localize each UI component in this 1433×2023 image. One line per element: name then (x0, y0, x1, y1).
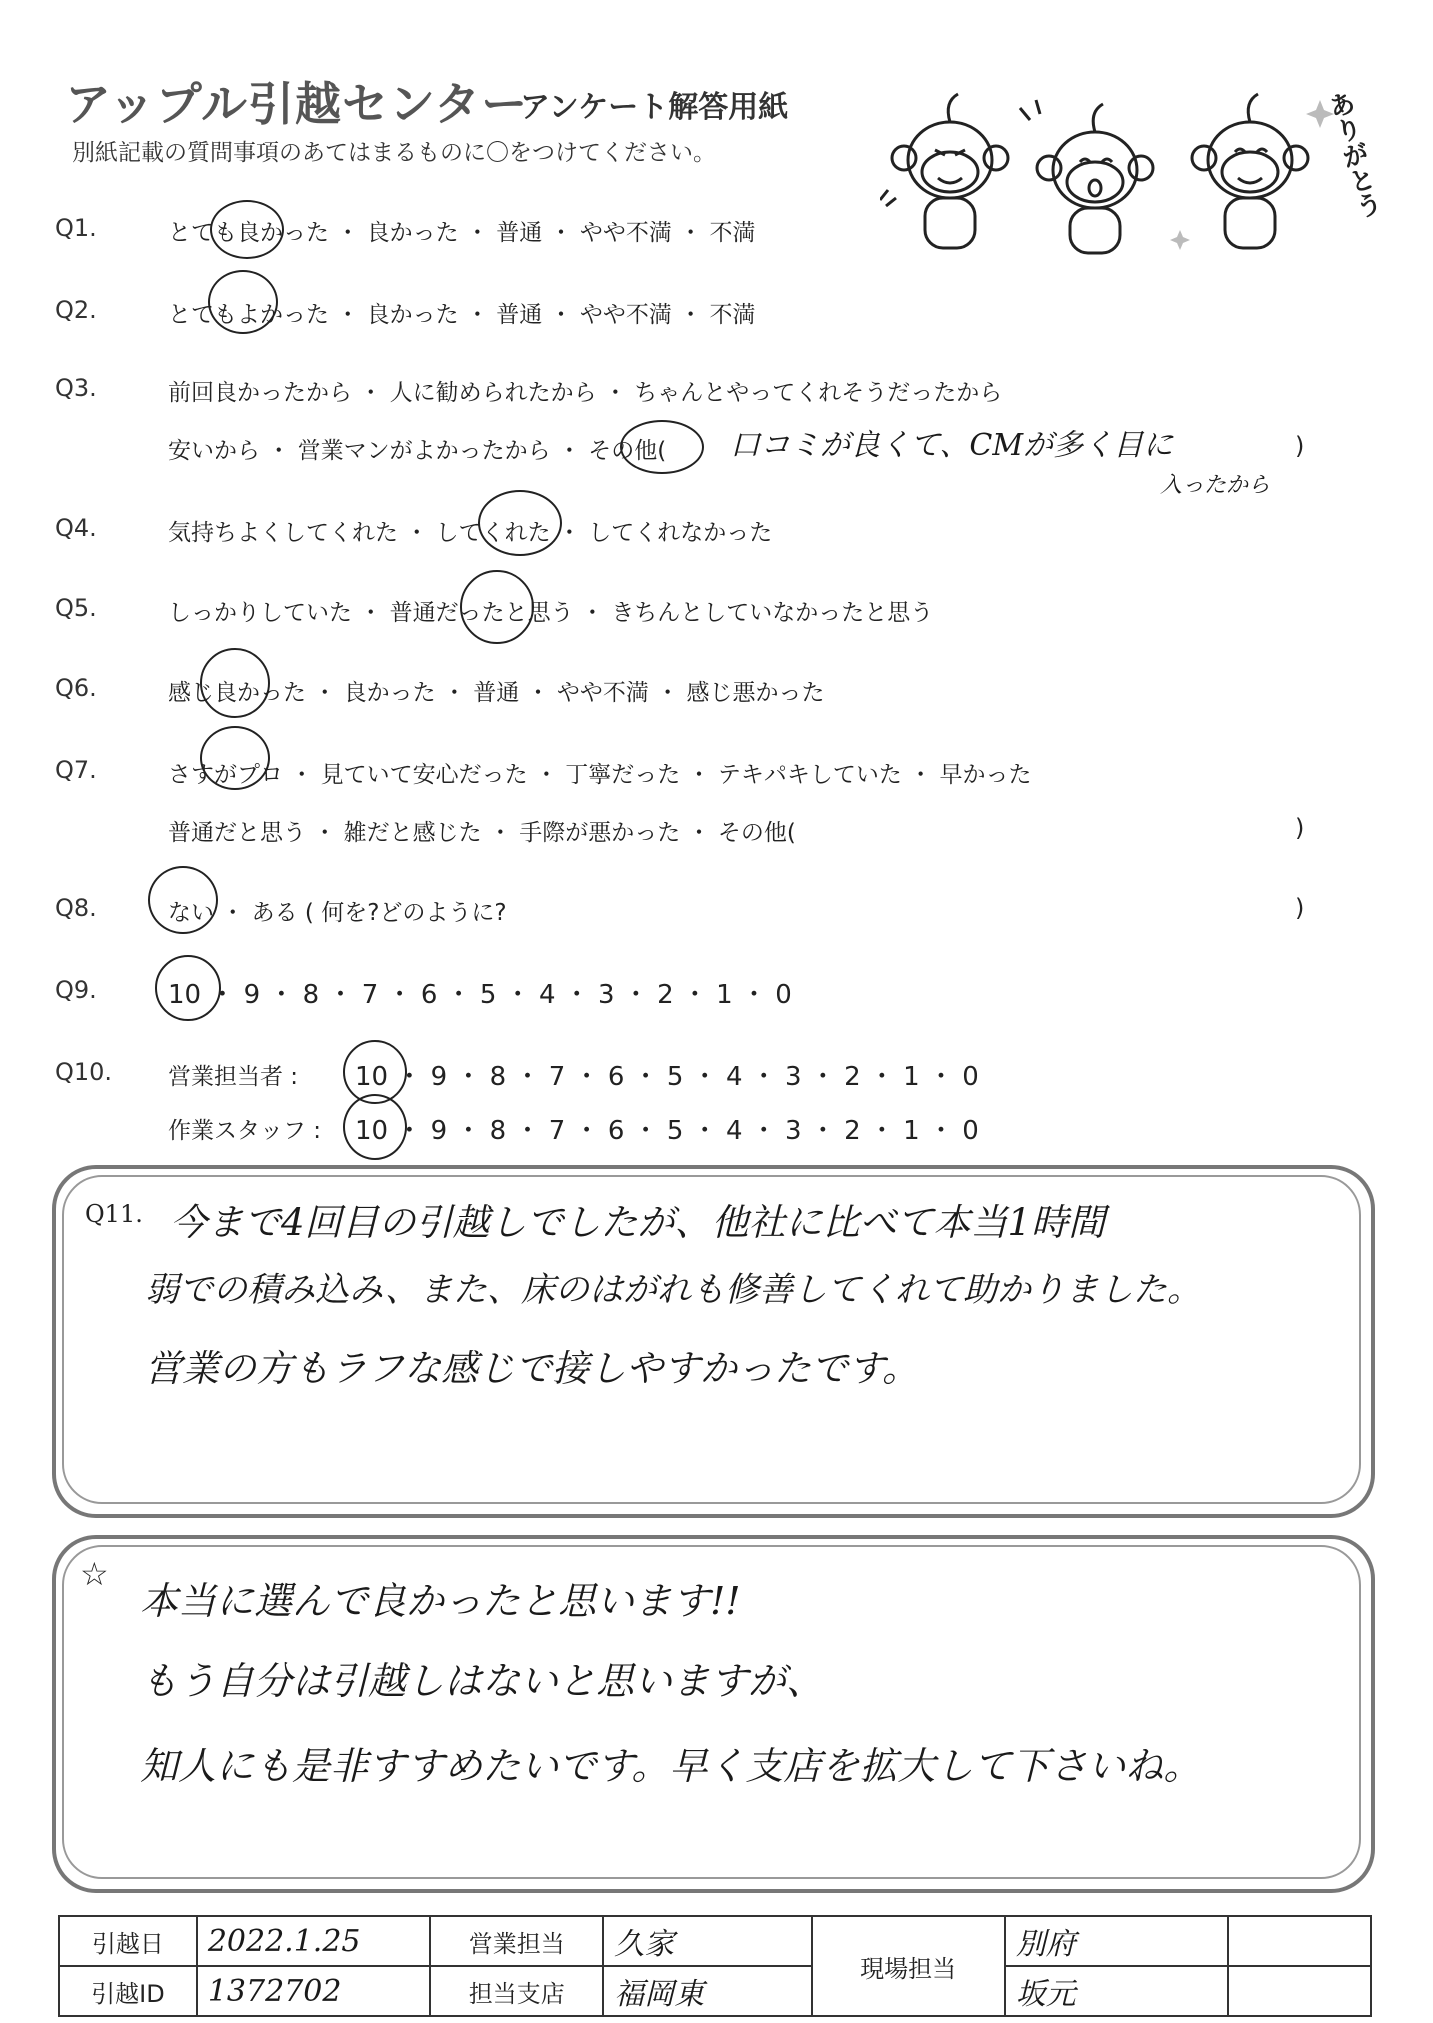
q10-staff-label: 作業スタッフ : (168, 1118, 322, 1144)
star-icon: ☆ (80, 1555, 109, 1593)
q7-options-line2: 普通だと思う ・ 雑だと感じた ・ 手際が悪かった ・ その他( (168, 820, 796, 846)
q4-label: Q4. (55, 514, 97, 542)
q7-label: Q7. (55, 756, 97, 784)
q7-selection-circle (200, 726, 270, 790)
company-name: アップル引越センター (65, 77, 529, 131)
q10-sales-label: 営業担当者 : (168, 1064, 299, 1090)
sales-rep-value: 久家 (603, 1916, 811, 1966)
q10-staff-scale: 10 ・ 9 ・ 8 ・ 7 ・ 6 ・ 5 ・ 4 ・ 3 ・ 2 ・ 1 ・ 0 (355, 1116, 979, 1146)
q8-close-paren: ) (1295, 894, 1305, 922)
q9-label: Q9. (55, 976, 97, 1004)
q6-options: 感じ良かった ・ 良かった ・ 普通 ・ やや不満 ・ 感じ悪かった (168, 680, 825, 706)
q10-label: Q10. (55, 1058, 113, 1086)
q2-selection-circle (208, 270, 278, 334)
q1-selection-circle (210, 200, 284, 259)
q5-options: しっかりしていた ・ 普通だったと思う ・ きちんとしていなかったと思う (168, 600, 934, 626)
q3-options-line1: 前回良かったから ・ 人に勧められたから ・ ちゃんとやってくれそうだったから (168, 380, 1003, 406)
free-comment-line3: 知人にも是非すすめたいです。早く支店を拡大して下さいね。 (140, 1744, 1202, 1788)
q4-selection-circle (478, 490, 562, 556)
footer-info-table (58, 1915, 1372, 2017)
q6-label: Q6. (55, 674, 97, 702)
q3-options-line2: 安いから ・ 営業マンがよかったから ・ その他( (168, 438, 667, 464)
q3-label: Q3. (55, 374, 97, 402)
q8-options: ない ・ ある ( 何を?どのように? (168, 900, 507, 926)
q8-selection-circle (148, 866, 218, 934)
q4-options: 気持ちよくしてくれた ・ してくれた ・ してくれなかった (168, 520, 773, 546)
move-id-value: 1372702 (197, 1966, 430, 2016)
q11-answer-line1: 今まで4回目の引越しでしたが、他社に比べて本当1時間 (170, 1201, 1106, 1244)
site-staff-value-2: 坂元 (1005, 1966, 1228, 2016)
q8-label: Q8. (55, 894, 97, 922)
q2-label: Q2. (55, 296, 97, 324)
q11-label: Q11. (85, 1200, 143, 1228)
q11-answer-line3: 営業の方もラフな感じで接しやすかったです。 (145, 1347, 920, 1390)
instruction-text: 別紙記載の質問事項のあてはまるものに〇をつけてください。 (72, 140, 716, 166)
q2-options: とてもよかった ・ 良かった ・ 普通 ・ やや不満 ・ 不満 (168, 302, 756, 328)
q10-staff-selection-circle (343, 1094, 407, 1160)
move-date-value: 2022.1.25 (197, 1916, 430, 1966)
site-staff-value-1: 別府 (1005, 1916, 1228, 1966)
branch-value: 福岡東 (603, 1966, 811, 2016)
mascot-thanks-text: ありがとう (1321, 88, 1385, 222)
q9-selection-circle (155, 955, 221, 1021)
q11-answer-line2: 弱での積み込み、また、床のはがれも修善してくれて助かりました。 (145, 1270, 1202, 1310)
footer-empty-cell-1 (1228, 1916, 1371, 1966)
q3-selection-circle (620, 420, 704, 474)
sales-rep-label: 営業担当 (430, 1916, 603, 1966)
form-title: アンケート解答用紙 (520, 90, 789, 125)
q10-sales-scale: 10 ・ 9 ・ 8 ・ 7 ・ 6 ・ 5 ・ 4 ・ 3 ・ 2 ・ 1 ・ 0 (355, 1062, 979, 1092)
move-date-label: 引越日 (59, 1916, 197, 1966)
q3-handwritten-answer-cont: 入ったから (1160, 473, 1271, 498)
q3-handwritten-answer: 口コミが良くて、CMが多く目に (730, 428, 1174, 463)
q9-scale: 10 ・ 9 ・ 8 ・ 7 ・ 6 ・ 5 ・ 4 ・ 3 ・ 2 ・ 1 ・ 0 (168, 980, 792, 1010)
free-comment-line2: もう自分は引越しはないと思いますが、 (140, 1659, 825, 1703)
monkey-mascot-illustration (880, 80, 1380, 260)
free-comment-line1: 本当に選んで良かったと思います!! (140, 1579, 741, 1623)
q1-label: Q1. (55, 214, 97, 242)
move-id-label: 引越ID (59, 1966, 197, 2016)
q7-close-paren: ) (1295, 814, 1305, 842)
branch-label: 担当支店 (430, 1966, 603, 2016)
q6-selection-circle (200, 648, 270, 718)
q7-options-line1: さすがプロ ・ 見ていて安心だった ・ 丁寧だった ・ テキパキしていた ・ 早かった (168, 762, 1032, 788)
site-staff-label: 現場担当 (812, 1916, 1005, 2016)
q1-options: とても良かった ・ 良かった ・ 普通 ・ やや不満 ・ 不満 (168, 220, 756, 246)
q5-label: Q5. (55, 594, 97, 622)
footer-empty-cell-2 (1228, 1966, 1371, 2016)
q3-close-paren: ) (1295, 432, 1305, 460)
q5-selection-circle (460, 570, 534, 644)
